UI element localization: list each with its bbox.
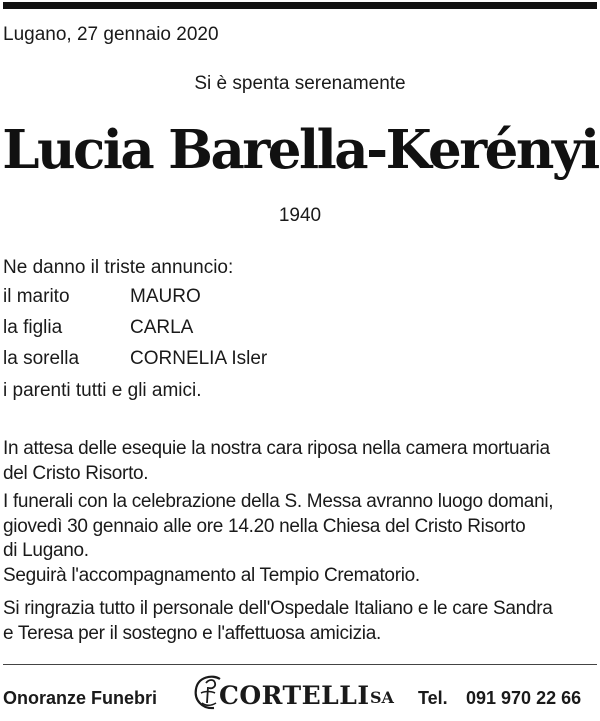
funeral-home-name: CORTELLI xyxy=(219,681,370,710)
funeral-home-footer xyxy=(3,681,599,715)
mourner-relation: la figlia xyxy=(3,317,63,338)
paragraph-line: I funerali con la celebrazione della S. Messa avranno luogo domani, xyxy=(3,491,554,512)
phone-label: Tel. xyxy=(418,688,448,708)
intro-text: Si è spenta serenamente xyxy=(194,73,406,94)
paragraph-line: Seguirà l'accompagnamento al Tempio Crematorio. xyxy=(3,564,420,586)
paragraph-line: e Teresa per il sostegno e l'affettuosa amicizia. xyxy=(3,622,381,644)
paragraph-line: giovedì 30 gennaio alle ore 14.20 nella Chiesa del Cristo Risorto xyxy=(3,515,526,537)
mourner-name: MAURO xyxy=(130,286,201,307)
company-type: Onoranze Funebri xyxy=(3,688,158,708)
deceased-name: Lucia Barella-Kerényi xyxy=(2,119,598,181)
mourners-heading: Ne danno il triste annuncio: xyxy=(3,257,234,278)
paragraph-line: Si ringrazia tutto il personale dell'Ospedale Italiano e le care Sandra xyxy=(3,598,553,619)
company-suffix: SA xyxy=(370,688,394,707)
mourner-name: CORNELIA Isler xyxy=(130,348,268,369)
paragraph-line: In attesa delle esequie la nostra cara riposa nella camera mortuaria xyxy=(3,438,550,459)
mourner-relation: il marito xyxy=(3,286,70,307)
mourner-row xyxy=(3,346,267,372)
mourners-closing: i parenti tutti e gli amici. xyxy=(3,380,202,401)
mourner-name: CARLA xyxy=(130,317,194,338)
paragraph-line: del Cristo Risorto. xyxy=(3,462,149,484)
paragraph-thanks xyxy=(3,597,597,646)
paragraph-funeral xyxy=(3,490,597,588)
paragraph-resting-place xyxy=(3,437,597,486)
mourner-row xyxy=(3,315,193,341)
place-date: Lugano, 27 gennaio 2020 xyxy=(3,24,219,45)
mourner-row xyxy=(3,284,201,310)
birth-year: 1940 xyxy=(278,205,322,226)
mourner-relation: la sorella xyxy=(3,348,80,369)
phone-number: 091 970 22 66 xyxy=(466,688,582,708)
footer-rule xyxy=(3,664,597,665)
paragraph-line: di Lugano. xyxy=(3,540,89,561)
top-rule xyxy=(3,2,597,9)
